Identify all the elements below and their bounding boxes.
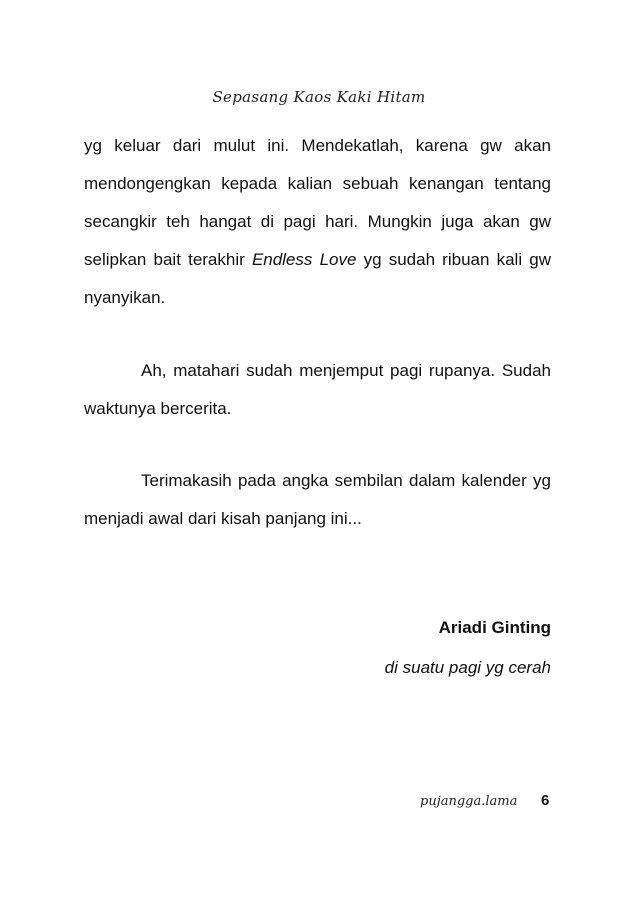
paragraph-2: Ah, matahari sudah menjemput pagi rupanya. Sudah waktunya bercerita.	[84, 361, 551, 418]
paragraph-3: Terimakasih pada angka sembilan dalam kalender yg menjadi awal dari kisah panjang ini...	[84, 471, 551, 528]
page-number: 6	[541, 792, 550, 809]
song-title-italic: Endless Love	[251, 250, 357, 269]
paragraph-1-text: yg keluar dari mulut ini. Mendekatlah, karena gw akan mendongengkan kepada kalian sebuah kenangan tentang secangkir teh hangat di pagi hari. Mungkin juga akan gw selipkan bait terakhir	[84, 136, 551, 269]
footer-author-handle: pujangga.lama	[420, 794, 518, 809]
paragraph-1	[84, 127, 551, 317]
paragraph-1-tail: yg sudah ribuan kali gw nyanyikan.	[84, 250, 551, 307]
signature-name: Ariadi Ginting	[438, 618, 551, 637]
signature-place: di suatu pagi yg cerah	[384, 658, 551, 677]
running-header-title: Sepasang Kaos Kaki Hitam	[212, 88, 426, 106]
